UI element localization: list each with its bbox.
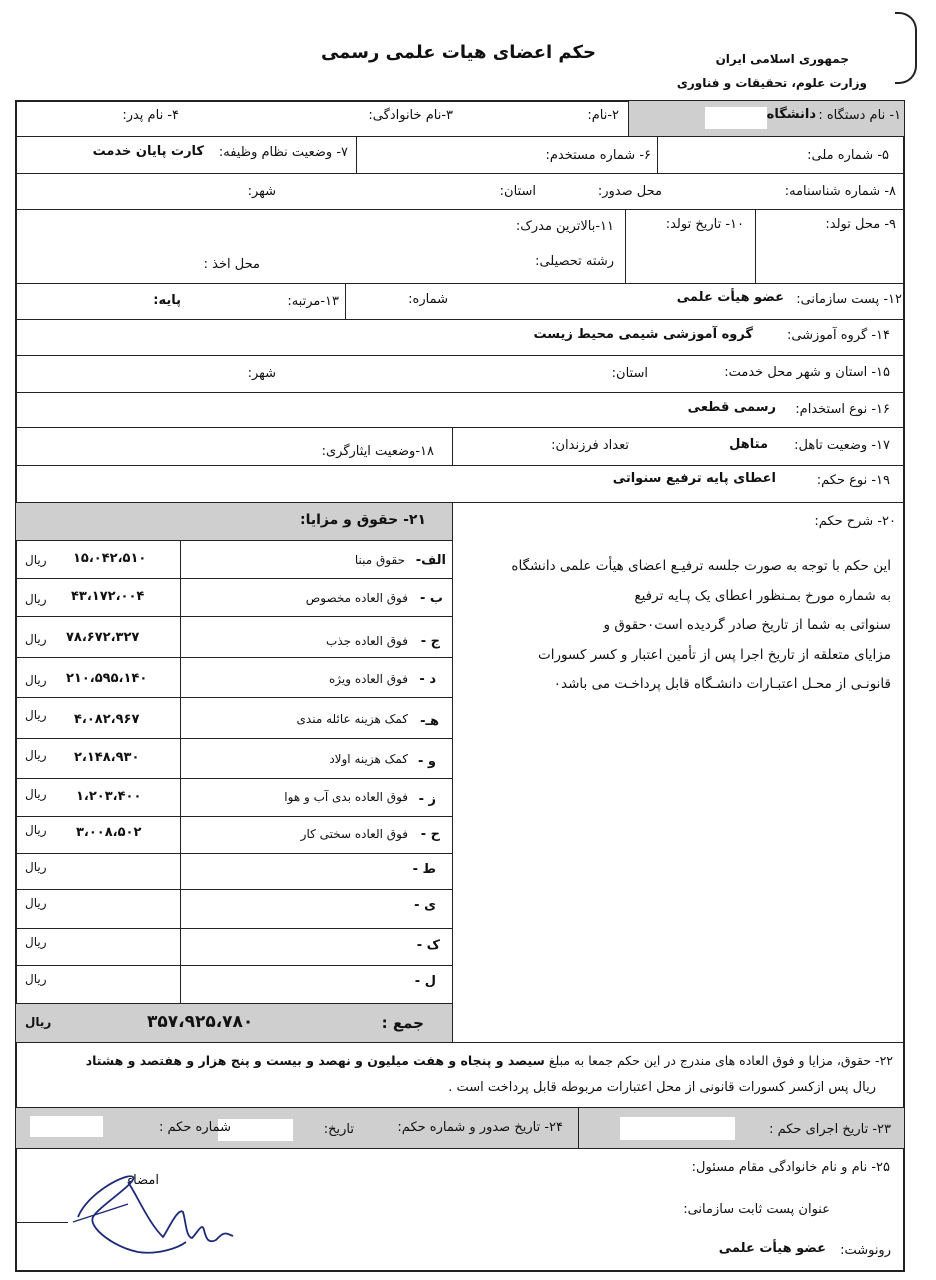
- org-post-label: ۱۲- پست سازمانی:: [796, 292, 902, 307]
- org-name-label: ۱- نام دستگاه :: [818, 108, 901, 123]
- republic-label: جمهوری اسلامی ایران: [715, 52, 849, 66]
- decree-date-label: تاریخ:: [323, 1122, 354, 1137]
- employment-type-value: رسمی قطعی: [687, 400, 776, 415]
- salary-row-divider: [15, 578, 452, 579]
- salary-row-value: ۳،۰۰۸،۵۰۲: [76, 825, 142, 840]
- salary-col-divider: [180, 540, 181, 1003]
- salary-row-code: هـ-: [420, 714, 439, 729]
- salary-row-value: ۷۸،۶۷۲،۳۲۷: [66, 630, 140, 645]
- military-status-value: کارت پایان خدمت: [92, 144, 204, 159]
- description-line: به شماره مورخ بمـنظور اعطای یک پـایه ترفیع: [634, 587, 891, 604]
- cc-label: رونوشت:: [840, 1243, 891, 1258]
- row-divider: [15, 319, 905, 320]
- salary-row-divider: [15, 928, 452, 929]
- currency-label: ریال: [25, 673, 47, 687]
- employee-number-label: ۶- شماره مستخدم:: [545, 148, 651, 163]
- salary-row-divider: [15, 616, 452, 617]
- salary-row-code: ی -: [414, 898, 436, 913]
- ministry-label: وزارت علوم، تحقیقات و فناوری: [676, 76, 867, 90]
- salary-row-divider: [15, 697, 452, 698]
- currency-label: ریال: [25, 632, 47, 646]
- salary-row-label: فوق العاده سختی کار: [300, 827, 408, 841]
- currency-label: ریال: [25, 823, 47, 837]
- currency-label: ریال: [25, 935, 47, 949]
- currency-label: ریال: [25, 787, 47, 801]
- salary-row-divider: [15, 738, 452, 739]
- salary-row-divider: [15, 778, 452, 779]
- salary-row-divider: [15, 657, 452, 658]
- post-number-label: شماره:: [408, 292, 448, 307]
- redaction-box: [705, 107, 767, 129]
- salary-row-code: ل -: [414, 974, 436, 989]
- salary-row-divider: [15, 889, 452, 890]
- row-divider: [15, 502, 905, 503]
- issue-date-label: ۲۴- تاریخ صدور و شماره حکم:: [397, 1120, 563, 1135]
- col-divider: [356, 136, 357, 173]
- salary-total-divider: [15, 1003, 452, 1004]
- salary-row-code: ک -: [416, 938, 440, 953]
- currency-label: ریال: [25, 896, 47, 910]
- col-divider: [657, 136, 658, 173]
- issue-province-label: استان:: [499, 184, 536, 199]
- amount-in-words: سیصد و پنجاه و هفت میلیون و نهصد و بیست و پنج هزار و هفتصد و هشتاد: [85, 1053, 545, 1068]
- decree-type-label: ۱۹- نوع حکم:: [816, 473, 890, 488]
- description-label: ۲۰- شرح حکم:: [814, 514, 896, 529]
- row-divider: [15, 355, 905, 356]
- marital-status-label: ۱۷- وضعیت تاهل:: [794, 438, 890, 453]
- currency-label: ریال: [25, 748, 47, 762]
- row-divider: [15, 427, 905, 428]
- veteran-status-label: ۱۸-وضعیت ایثارگری:: [321, 444, 434, 459]
- signature-scribble: [68, 1152, 243, 1260]
- salary-row-code: ج -: [420, 634, 440, 649]
- national-id-label: ۵- شماره ملی:: [807, 148, 889, 163]
- redaction-box: [30, 1116, 103, 1137]
- org-post-value: عضو هیأت علمی: [676, 290, 784, 305]
- description-line: قانونـی از محـل اعتبـارات دانشـگاه قابل پرداخـت می باشد٠: [553, 676, 891, 692]
- col-divider: [452, 502, 453, 1042]
- redaction-box: [620, 1117, 735, 1140]
- currency-label: ریال: [25, 972, 47, 986]
- salary-row-value: ۴،۰۸۲،۹۶۷: [74, 712, 140, 727]
- salary-row-label: کمک هزینه اولاد: [329, 752, 408, 766]
- row-divider: [15, 465, 905, 466]
- rank-label: ۱۳-مرتبه:: [287, 294, 339, 309]
- issue-city-label: شهر:: [247, 184, 276, 199]
- service-city-label: شهر:: [247, 366, 276, 381]
- col-divider: [625, 209, 626, 283]
- salary-total-value: ۳۵۷،۹۲۵،۷۸۰: [147, 1012, 254, 1032]
- col-divider: [755, 209, 756, 283]
- execution-date-label: ۲۳- تاریخ اجرای حکم :: [769, 1122, 891, 1137]
- salary-row-label: فوق العاده مخصوص: [305, 591, 408, 605]
- col-divider: [452, 427, 453, 465]
- row-divider: [15, 136, 905, 137]
- employment-type-label: ۱۶- نوع استخدام:: [795, 402, 890, 417]
- salary-row-divider: [15, 816, 452, 817]
- salary-row-divider: [15, 853, 452, 854]
- description-text: [511, 552, 891, 700]
- corner-bracket: [895, 12, 917, 84]
- signature-label: امضاء: [127, 1173, 159, 1188]
- cc-value: عضو هیأت علمی: [718, 1241, 826, 1256]
- service-location-label: ۱۵- استان و شهر محل خدمت:: [724, 365, 890, 380]
- description-line: مزایای متعلقه از تاریخ اجرا پس از تأمین اعتبار و کسر کسورات: [538, 646, 891, 663]
- salary-row-value: ۲۱۰،۵۹۵،۱۴۰: [66, 671, 148, 686]
- salary-row-code: ح -: [420, 827, 440, 842]
- currency-label: ریال: [25, 553, 47, 567]
- salary-row-code: الف-: [415, 553, 446, 568]
- salary-row-label: فوق العاده جذب: [326, 634, 408, 648]
- form-title: حکم اعضای هیات علمی رسمی: [320, 42, 596, 63]
- decree-number-label: شماره حکم :: [159, 1120, 231, 1135]
- amount-text-line1: [13, 1053, 893, 1068]
- dept-value: گروه آموزشی شیمی محیط زیست: [533, 327, 753, 342]
- birth-place-label: ۹- محل تولد:: [825, 217, 896, 232]
- salary-row-label: فوق العاده بدی آب و هوا: [284, 790, 408, 804]
- description-line: سنواتی به شما از تاریخ صادر گردیده است٠حقوق و: [603, 617, 891, 633]
- father-name-label: ۴- نام پدر:: [122, 108, 179, 123]
- salary-header: ۲۱- حقوق و مزایا:: [300, 512, 426, 528]
- description-line: این حکم با توجه به صورت جلسه ترفیـع اعضای هیأت علمی دانشگاه: [511, 558, 891, 574]
- col-divider: [578, 1107, 579, 1148]
- amount-text-line2: ریال پس ازکسر کسورات قانونی از محل اعتبارات مربوطه قابل پرداخت است .: [448, 1080, 876, 1095]
- currency-label: ریال: [25, 708, 47, 722]
- salary-row-label: فوق العاده ویژه: [329, 672, 408, 686]
- dept-label: ۱۴- گروه آموزشی:: [786, 328, 890, 343]
- org-name-value: دانشگاه: [766, 107, 816, 122]
- amount-text-prefix: ۲۲- حقوق، مزایا و فوق العاده های مندرج در این حکم جمعا به مبلغ: [548, 1053, 893, 1068]
- salary-total-label: جمع :: [381, 1014, 424, 1032]
- salary-row-label: حقوق مبنا: [354, 553, 405, 567]
- children-count-label: تعداد فرزندان:: [551, 438, 629, 453]
- salary-row-value: ۱،۲۰۳،۴۰۰: [76, 789, 142, 804]
- row-divider: [15, 1042, 905, 1043]
- service-province-label: استان:: [611, 366, 648, 381]
- row-divider: [15, 1107, 905, 1108]
- salary-row-code: و -: [417, 754, 436, 769]
- degree-label: ۱۱-بالاترین مدرک:: [515, 219, 614, 234]
- col-divider: [628, 100, 629, 136]
- salary-row-value: ۴۳،۱۷۲،۰۰۴: [71, 589, 145, 604]
- currency-label: ریال: [25, 860, 47, 874]
- salary-row-code: ز -: [418, 792, 436, 807]
- col-divider: [345, 283, 346, 319]
- salary-row-code: د -: [419, 672, 436, 687]
- row-divider: [15, 209, 905, 210]
- salary-row-value: ۲،۱۴۸،۹۳۰: [74, 750, 140, 765]
- official-name-label: ۲۵- نام و نام خانوادگی مقام مسئول:: [691, 1160, 890, 1175]
- salary-row-value: ۱۵،۰۴۲،۵۱۰: [73, 551, 147, 566]
- birth-date-label: ۱۰- تاریخ تولد:: [665, 217, 744, 232]
- official-title-label: عنوان پست ثابت سازمانی:: [683, 1202, 830, 1217]
- salary-row-code: ب -: [420, 591, 443, 606]
- row-divider: [15, 392, 905, 393]
- currency-label: ریال: [25, 1015, 52, 1029]
- signature-line: [15, 1222, 68, 1223]
- row-divider: [15, 1148, 905, 1149]
- birth-cert-label: ۸- شماره شناسنامه:: [784, 184, 896, 199]
- salary-row-label: کمک هزینه عائله مندی: [296, 712, 408, 726]
- currency-label: ریال: [25, 592, 47, 606]
- issue-place-label: محل صدور:: [597, 184, 662, 199]
- grade-label: پایه:: [153, 293, 181, 308]
- decree-type-value: اعطای پایه ترفیع سنواتی: [612, 471, 776, 486]
- salary-row-divider: [15, 965, 452, 966]
- military-status-label: ۷- وضعیت نظام وظیفه:: [218, 145, 348, 160]
- row-divider: [15, 173, 905, 174]
- row-divider: [15, 283, 905, 284]
- degree-place-label: محل اخذ :: [203, 257, 260, 272]
- field-of-study-label: رشته تحصیلی:: [535, 254, 614, 269]
- salary-header-divider: [15, 540, 452, 541]
- salary-row-code: ط -: [412, 862, 436, 877]
- last-name-label: ۳-نام خانوادگی:: [368, 108, 453, 123]
- marital-status-value: متاهل: [729, 437, 768, 452]
- first-name-label: ۲-نام:: [587, 108, 619, 123]
